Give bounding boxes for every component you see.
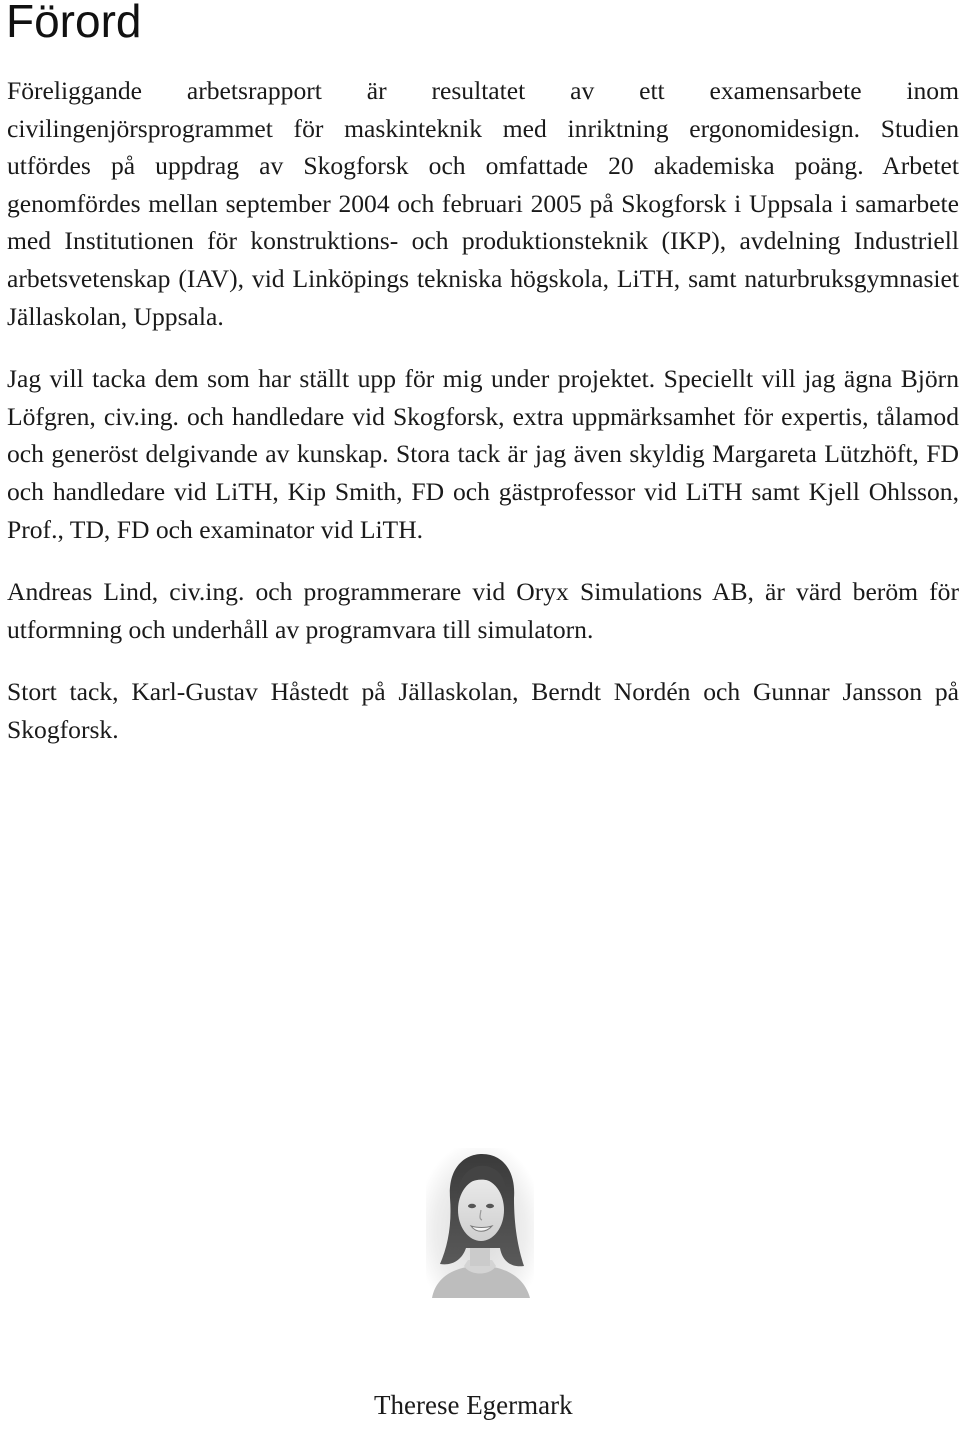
page-title: Förord [6,0,142,47]
paragraph-introduction: Föreliggande arbetsrapport är resultatet av ett examensarbete inom civilingenjörsprogrammet för maskinteknik med inriktning ergonomidesign. Studien utfördes på uppdrag av Skogforsk och omfattade 20 akademiska poäng. Arbetet genomfördes mellan september 2004 och februari 2005 på Skogforsk i Uppsala i samarbete med Institutionen för konstruktions- och produktionsteknik (IKP), avdelning Industriell arbetsvetenskap (IAV), vid Linköpings tekniska högskola, LiTH, samt naturbruksgymnasiet Jällaskolan, Uppsala. [7,76,959,331]
author-signature: Therese Egermark [374,1390,573,1420]
paragraph-acknowledgements: Jag vill tacka dem som har ställt upp för mig under projektet. Speciellt vill jag ägna Björn Löfgren, civ.ing. och handledare vid Skogforsk, extra uppmärksamhet för expertis, tålamod och generöst delgivande av kunskap. Stora tack är jag även skyldig Margareta Lützhöft, FD och handledare vid LiTH, Kip Smith, FD och gästprofessor vid LiTH samt Kjell Ohlsson, Prof., TD, FD och examinator vid LiTH. [7,364,959,544]
author-portrait-photo [426,1148,534,1298]
paragraph-final-thanks: Stort tack, Karl-Gustav Håstedt på Jällaskolan, Berndt Nordén och Gunnar Jansson på Skogforsk. [7,677,959,744]
body-text [7,72,959,774]
paragraph-software-thanks: Andreas Lind, civ.ing. och programmerare vid Oryx Simulations AB, är värd beröm för utformning och underhåll av programvara till simulatorn. [7,577,959,644]
